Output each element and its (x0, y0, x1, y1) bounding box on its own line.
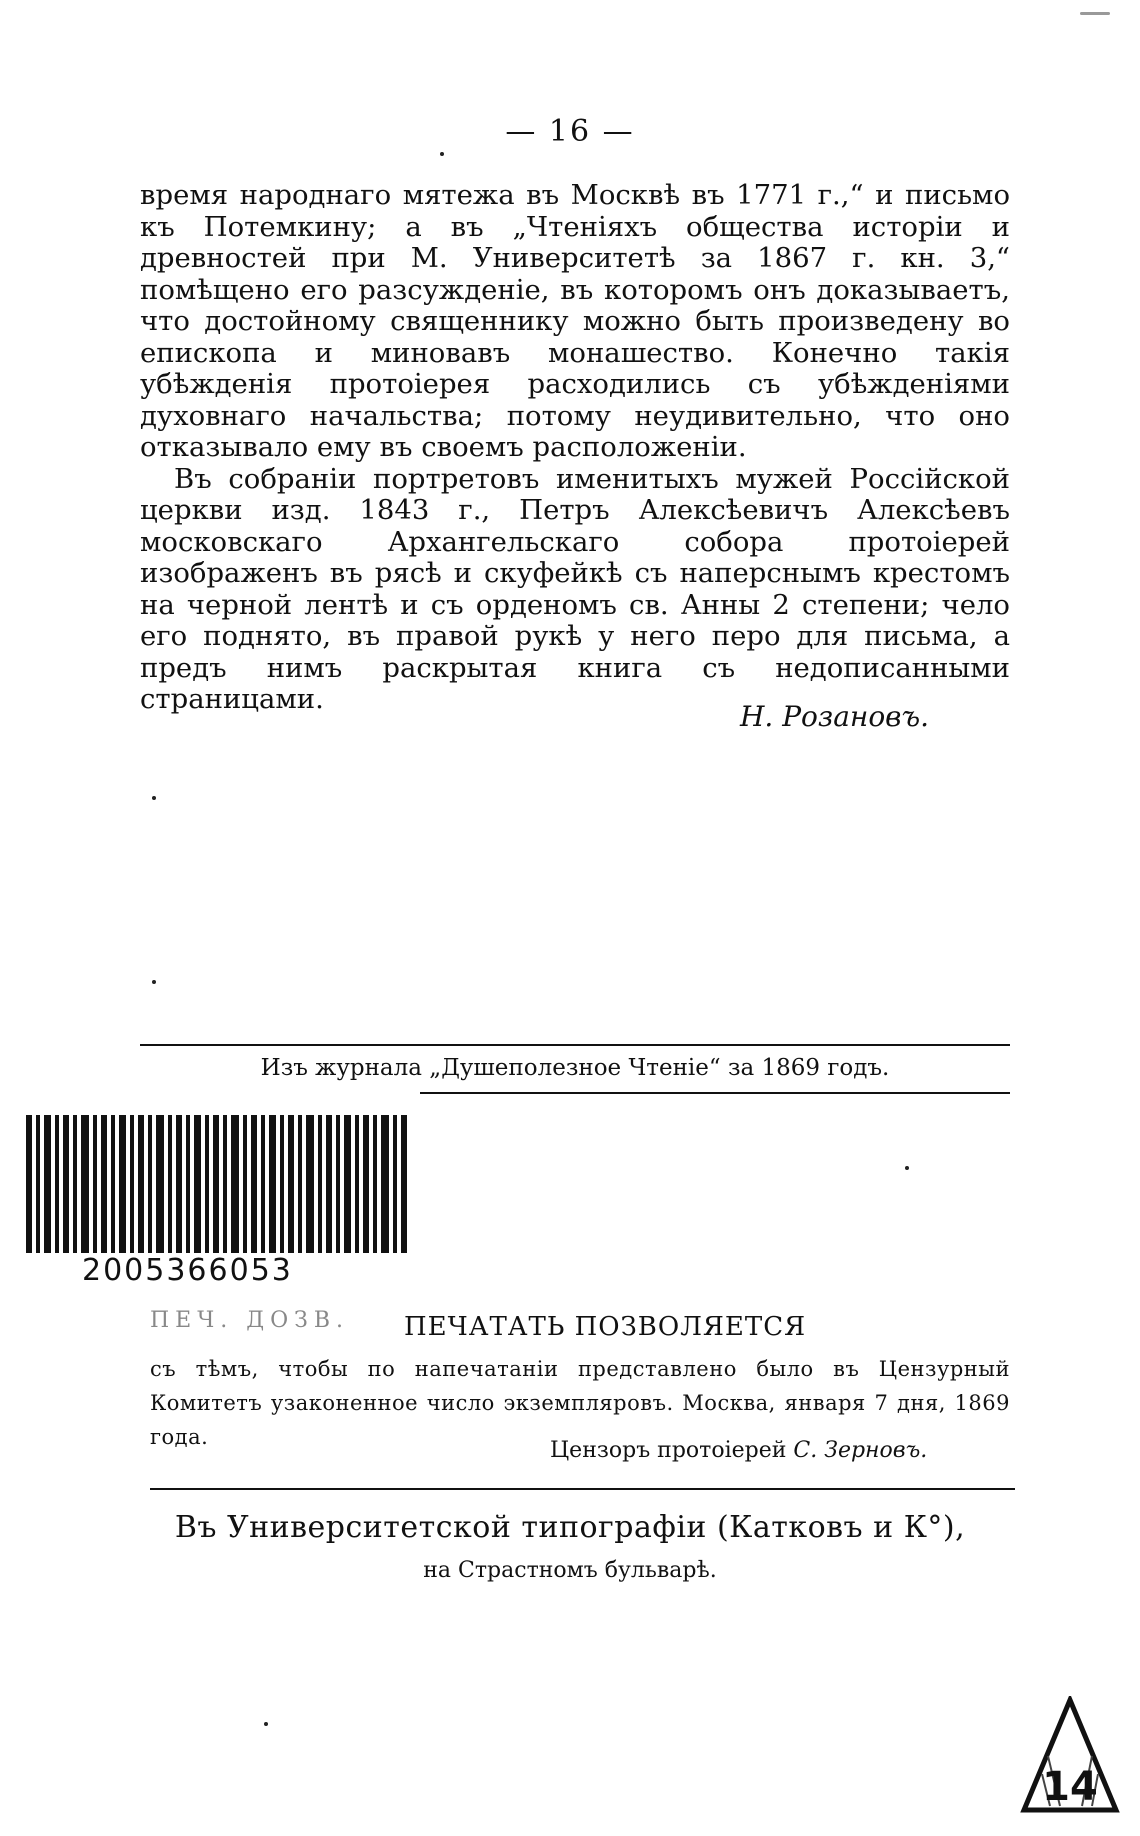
library-stamp-label: 14 (1042, 1764, 1098, 1810)
main-text (140, 180, 1010, 716)
top-divider (140, 1044, 1010, 1046)
ink-speck (152, 980, 156, 984)
ink-speck (905, 1166, 909, 1170)
ink-speck (440, 152, 444, 156)
paragraph-2: Въ собраніи портретовъ именитыхъ мужей Россійской церкви изд. 1843 г., Петръ Алексѣевичъ Алексѣевъ московскаго Архангельскаго собора протоіерей изображенъ въ рясѣ и скуфейкѣ съ наперснымъ крестомъ на черной лентѣ и съ орденомъ св. Анны 2 степени; чело его поднято, въ правой рукѣ у него перо для письма, а предъ нимъ раскрытая книга съ недописанными страницами. (140, 462, 1010, 715)
ink-speck (152, 796, 156, 800)
printer-line-2: на Страстномъ бульварѣ. (423, 1558, 717, 1583)
author-signature: Н. Розановъ. (740, 700, 930, 733)
library-stamp-icon (1020, 1696, 1120, 1816)
journal-note: Изъ журнала „Душеполезное Чтеніе“ за 1869 годъ. (260, 1055, 890, 1081)
page-number: — 16 — (505, 114, 635, 149)
censor-name: С. Зерновъ. (793, 1438, 928, 1463)
faded-stamp-text: ПЕЧ. ДОЗВ. (150, 1308, 350, 1333)
printer-divider (150, 1488, 1015, 1490)
paragraph-1: время народнаго мятежа въ Москвѣ въ 1771 г.,“ и письмо къ Потемкину; а въ „Чтеніяхъ общества исторіи и древностей при М. Университетѣ за 1867 г. кн. 3,“ помѣщено его разсужденіе, въ которомъ онъ доказываетъ, что достойному священнику можно быть произведену во епископа и миновавъ монашество. Конечно такія убѣжденія протоіерея расходились съ убѣжденіями духовнаго начальства; потому неудивительно, что оно отказывало ему въ своемъ расположеніи. (140, 179, 1010, 463)
censor-signature (550, 1438, 927, 1463)
journal-divider (420, 1092, 1010, 1094)
censorship-heading: ПЕЧАТАТЬ ПОЗВОЛЯЕТСЯ (404, 1312, 807, 1342)
barcode (20, 1115, 410, 1255)
ink-speck (264, 1722, 268, 1726)
censor-title: Цензоръ протоіерей (550, 1438, 787, 1463)
ink-speck (1080, 12, 1110, 15)
barcode-number: 2005366053 (82, 1253, 293, 1288)
censorship-text: съ тѣмъ, чтобы по напечатаніи представлено было въ Цензурный Комитетъ узаконенное число экземпляровъ. Москва, января 7 дня, 1869 года. (150, 1357, 1010, 1449)
printer-line-1: Въ Университетской типографіи (Катковъ и К°), (174, 1510, 966, 1545)
